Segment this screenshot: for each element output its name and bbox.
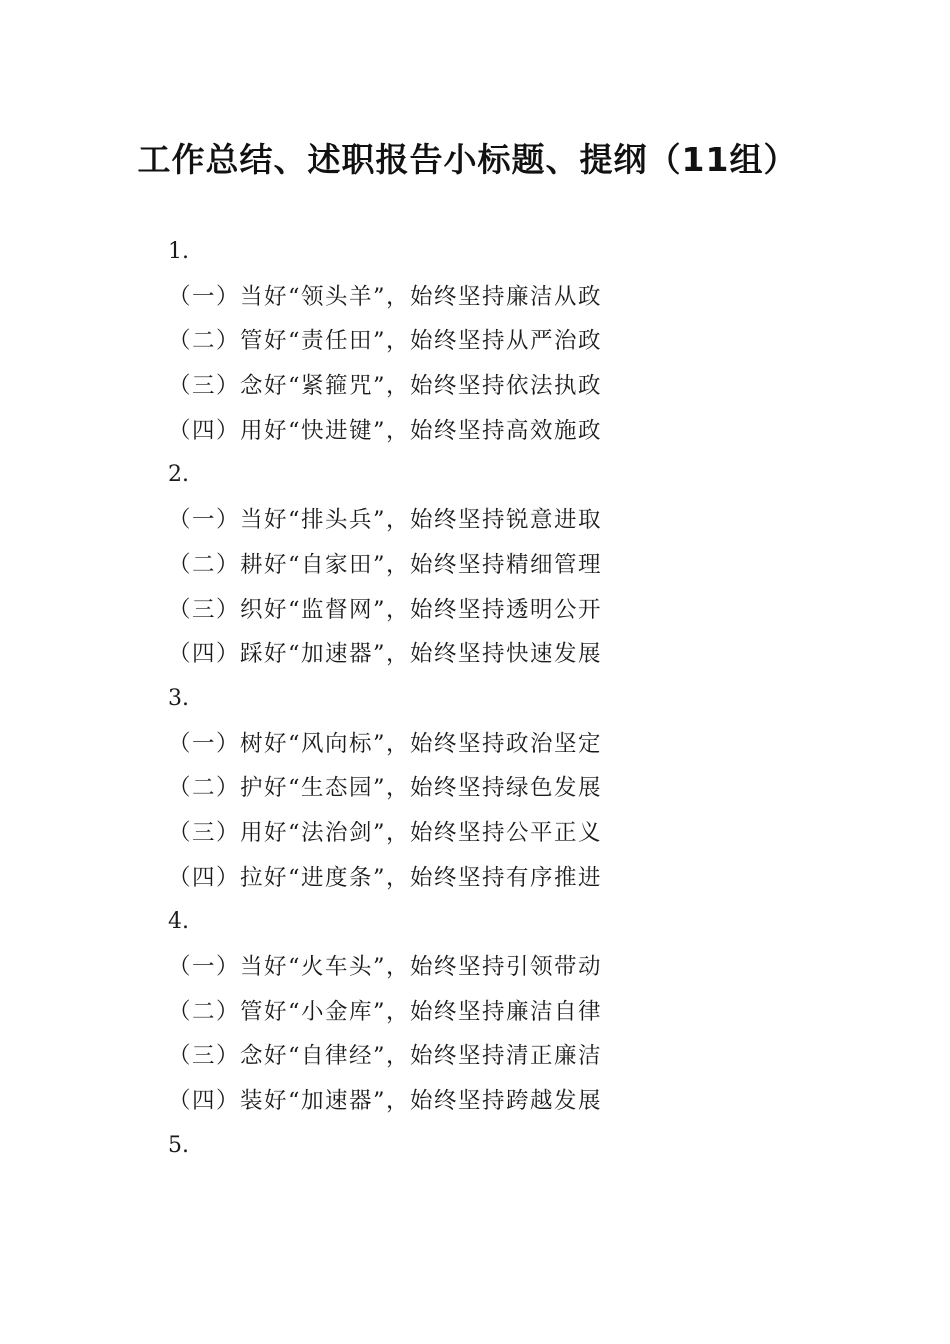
list-item: （二）护好“生态园”，始终坚持绿色发展 — [168, 775, 603, 802]
document-title: 工作总结、述职报告小标题、提纲（11组） — [137, 140, 798, 179]
list-item: （三）用好“法治剑”，始终坚持公平正义 — [168, 819, 603, 846]
list-item: （二）管好“责任田”，始终坚持从严治政 — [168, 328, 603, 355]
list-item: （二）耕好“自家田”，始终坚持精细管理 — [168, 551, 603, 578]
group-number: 3. — [168, 685, 189, 711]
list-item: （一）当好“排头兵”，始终坚持锐意进取 — [168, 507, 603, 534]
document-body — [168, 230, 788, 1168]
list-item: （四）拉好“进度条”，始终坚持有序推进 — [168, 864, 603, 891]
group-number: 5. — [168, 1132, 189, 1158]
list-item: （三）念好“紧箍咒”，始终坚持依法执政 — [168, 373, 603, 400]
group-number: 2. — [168, 462, 189, 488]
group-number: 1. — [168, 239, 189, 264]
list-item: （一）当好“火车头”，始终坚持引领带动 — [168, 954, 603, 980]
list-item: （一）当好“领头羊”，始终坚持廉洁从政 — [168, 283, 603, 310]
list-item: （四）用好“快进键”，始终坚持高效施政 — [168, 417, 603, 444]
group-number: 4. — [168, 909, 189, 935]
list-item: （四）装好“加速器”，始终坚持跨越发展 — [168, 1088, 603, 1115]
list-item: （一）树好“风向标”，始终坚持政治坚定 — [168, 730, 603, 757]
list-item: （三）念好“自律经”，始终坚持清正廉洁 — [168, 1043, 603, 1070]
list-item: （三）织好“监督网”，始终坚持透明公开 — [168, 596, 603, 623]
list-item: （四）踩好“加速器”，始终坚持快速发展 — [168, 641, 603, 668]
list-item: （二）管好“小金库”，始终坚持廉洁自律 — [168, 998, 603, 1025]
